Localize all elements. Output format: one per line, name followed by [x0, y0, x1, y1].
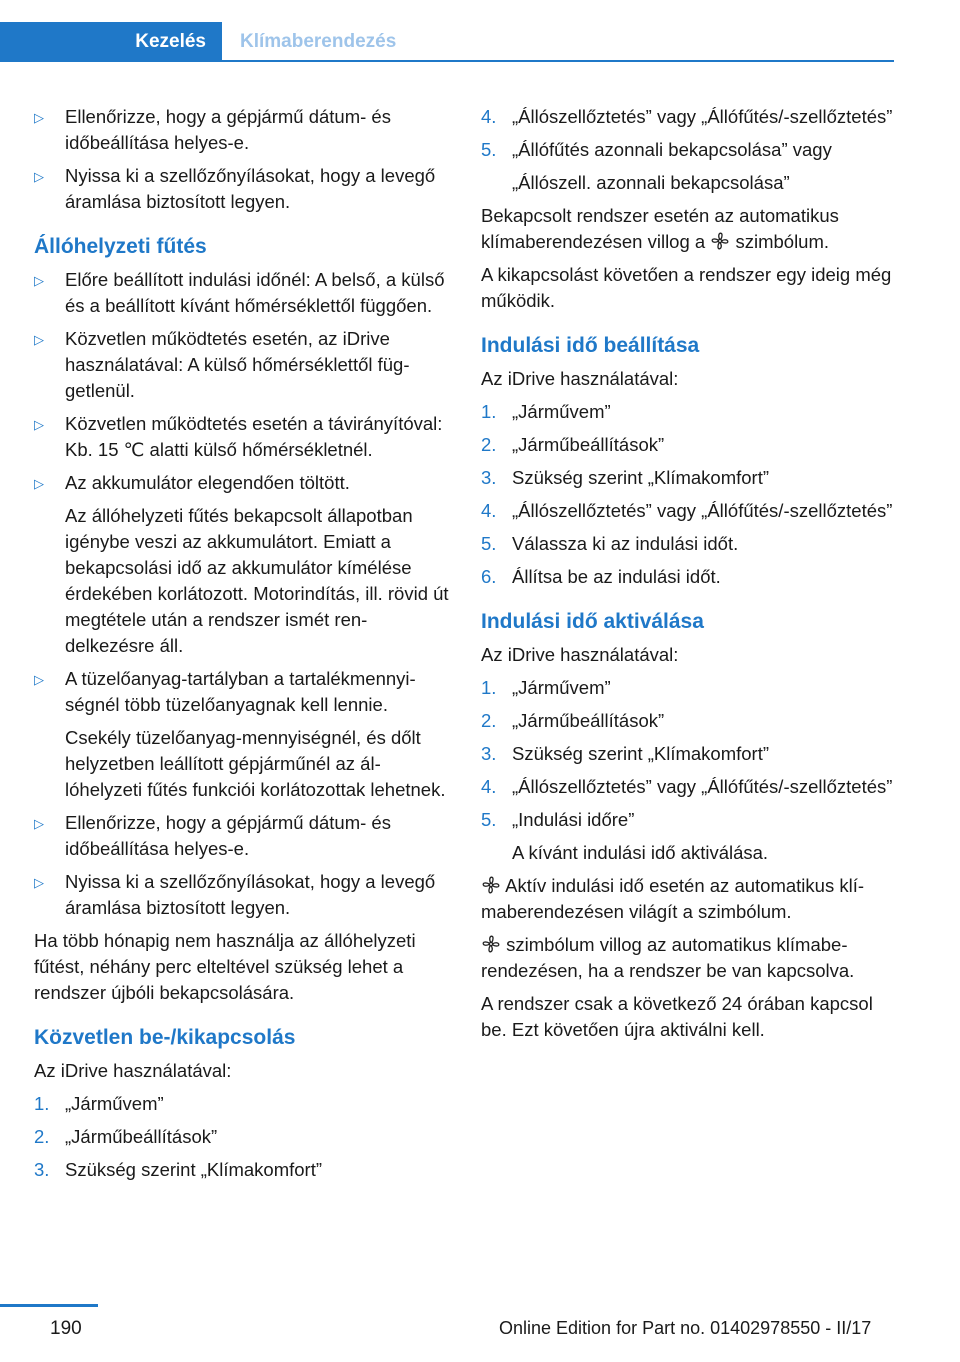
- step-number: 4.: [481, 106, 497, 127]
- heading-direct-switch: Közvetlen be-/kikapcsolás: [34, 1026, 296, 1049]
- step-number: 3.: [34, 1159, 50, 1180]
- heading-activate-departure: Indulási idő aktiválása: [481, 610, 704, 633]
- item-text: „Járműbeállítások”: [512, 710, 665, 731]
- item-subtext: Az állóhelyzeti fűtés bekapcsolt állapotban igénybe veszi az akkumulátort. Emiatt a bekapcsolási idő az akkumulátor kímélése érdekében korlátozott. Motorindítás, ill. rövid út megtétele után a rendszer ismét rendelkezésre áll.: [65, 505, 449, 656]
- step-item: [481, 741, 897, 767]
- item-text: Ellenőrizze, hogy a gépjármű dátum- és időbeállítása helyes-e.: [65, 106, 391, 153]
- direct-intro: Az iDrive használatával:: [34, 1060, 232, 1081]
- set-steps-list: [481, 399, 897, 590]
- step-item: [481, 104, 897, 130]
- triangle-right-icon: ▷: [34, 332, 44, 347]
- set-intro: Az iDrive használatával:: [481, 368, 679, 389]
- triangle-right-icon: ▷: [34, 169, 44, 184]
- step-item: [481, 531, 897, 557]
- 24h-note: A rendszer csak a következő 24 órában kapcsol be. Ezt követően újra aktiválni kell.: [481, 993, 873, 1040]
- step-item: [34, 1091, 450, 1117]
- step-number: 2.: [481, 434, 497, 455]
- bullet-item: [34, 104, 450, 156]
- item-text: Előre beállított indulási időnél: A belső, a külső és a beállított kívánt hőmérséklettől függően.: [65, 269, 445, 316]
- section-tab[interactable]: Klímaberendezés: [240, 31, 397, 52]
- item-text: „Indulási időre”: [512, 809, 635, 830]
- item-text: Nyissa ki a szellőzőnyílásokat, hogy a levegő áramlása biztosított legyen.: [65, 165, 436, 212]
- item-text: Közvetlen működtetés esetén, az iDrive használatával: A külső hőmérséklettől függetlenül.: [65, 328, 410, 401]
- step-number: 5.: [481, 533, 497, 554]
- triangle-right-icon: ▷: [34, 273, 44, 288]
- step-item: [481, 675, 897, 701]
- direct-steps-list-continued: [481, 104, 897, 196]
- item-text: „Állószellőztetés” vagy „Állófűtés/-szellőztetés”: [512, 776, 893, 797]
- triangle-right-icon: ▷: [34, 417, 44, 432]
- chapter-header: [0, 22, 894, 62]
- bullet-item: [34, 326, 450, 404]
- triangle-right-icon: ▷: [34, 672, 44, 687]
- fan-icon: [710, 231, 730, 251]
- step-number: 1.: [481, 401, 497, 422]
- step-item: [481, 137, 897, 196]
- direct-steps-list: [34, 1091, 450, 1183]
- item-text: Szükség szerint „Klímakomfort”: [65, 1159, 323, 1180]
- item-text: Nyissa ki a szellőzőnyílásokat, hogy a levegő áramlása biztosított legyen.: [65, 871, 436, 918]
- step-item: [34, 1157, 450, 1183]
- footer-rule: [0, 1304, 98, 1307]
- bullet-item: [34, 666, 450, 803]
- heating-condition-list: [34, 267, 450, 921]
- step-item: [481, 465, 897, 491]
- item-text: „Állószellőztetés” vagy „Állófűtés/-szellőztetés”: [512, 500, 893, 521]
- step-item: [481, 708, 897, 734]
- step-item: [481, 498, 897, 524]
- bullet-item: [34, 411, 450, 463]
- step-item: [481, 774, 897, 800]
- step-item: [481, 807, 897, 866]
- item-text: „Járművem”: [512, 677, 611, 698]
- item-text: Közvetlen működtetés esetén a távirányítóval: Kb. 15 ℃ alatti külső hőmérsékletnél.: [65, 413, 443, 460]
- item-subtext: A kívánt indulási idő aktiválása.: [512, 842, 769, 863]
- step-item: [481, 432, 897, 458]
- triangle-right-icon: ▷: [34, 875, 44, 890]
- step-number: 2.: [34, 1126, 50, 1147]
- step-number: 4.: [481, 776, 497, 797]
- blink-note: Bekapcsolt rendszer esetén az automatikus klímaberendezésen villog a szimbólum.: [481, 205, 839, 252]
- intro-list: [34, 104, 450, 215]
- triangle-right-icon: ▷: [34, 476, 44, 491]
- step-number: 5.: [481, 139, 497, 160]
- item-text: „Járművem”: [65, 1093, 164, 1114]
- step-number: 6.: [481, 566, 497, 587]
- heading-stationary-heating: Állóhelyzeti fűtés: [34, 235, 207, 258]
- heading-set-departure: Indulási idő beállítása: [481, 334, 700, 357]
- item-text: „Járműbeállítások”: [512, 434, 665, 455]
- fan-icon: [481, 934, 501, 954]
- bullet-item: [34, 267, 450, 319]
- edition-line: Online Edition for Part no. 01402978550 - II/17: [499, 1318, 872, 1338]
- item-text: „Állószellőztetés” vagy „Állófűtés/-szellőztetés”: [512, 106, 893, 127]
- activate-intro: Az iDrive használatával:: [481, 644, 679, 665]
- step-item: [481, 399, 897, 425]
- step-number: 4.: [481, 500, 497, 521]
- page-number: 190: [50, 1318, 82, 1339]
- item-text: Az akkumulátor elegendően töltött.: [65, 472, 350, 493]
- item-text: Szükség szerint „Klímakomfort”: [512, 743, 770, 764]
- step-number: 1.: [34, 1093, 50, 1114]
- step-number: 3.: [481, 743, 497, 764]
- heating-note: Ha több hónapig nem használja az állóhelyzeti fűtést, néhány perc elteltével szükség lehet a rendszer újbóli bekapcsolására.: [34, 930, 416, 1003]
- chapter-tab[interactable]: Kezelés: [0, 22, 222, 62]
- item-text: Állítsa be az indulási időt.: [512, 566, 721, 587]
- triangle-right-icon: ▷: [34, 110, 44, 125]
- activate-steps-list: [481, 675, 897, 866]
- bullet-item: [34, 470, 450, 659]
- item-text: A tüzelőanyag-tartályban a tartalékmennyiségnél több tüzelőanyagnak kell lennie.: [65, 668, 416, 715]
- active-departure-note: Aktív indulási idő esetén az automatikus klímaberendezésen világít a szimbólum.: [481, 875, 865, 922]
- step-item: [481, 564, 897, 590]
- bullet-item: [34, 163, 450, 215]
- item-text: „Járműbeállítások”: [65, 1126, 218, 1147]
- item-subtext: „Állószell. azonnali bekapcsolása”: [512, 172, 790, 193]
- bullet-item: [34, 810, 450, 862]
- step-number: 5.: [481, 809, 497, 830]
- fan-icon: [481, 875, 501, 895]
- right-column: [481, 104, 897, 1050]
- bullet-item: [34, 869, 450, 921]
- item-text: „Járművem”: [512, 401, 611, 422]
- item-subtext: Csekély tüzelőanyag-mennyiségnél, és dőlt helyzetben leállított gépjárműnél az állóhelyzeti fűtés funkciói korlátozottak lehetnek.: [65, 727, 446, 800]
- step-item: [34, 1124, 450, 1150]
- item-text: „Állófűtés azonnali bekapcsolása” vagy: [512, 139, 832, 160]
- step-number: 2.: [481, 710, 497, 731]
- item-text: Ellenőrizze, hogy a gépjármű dátum- és időbeállítása helyes-e.: [65, 812, 391, 859]
- step-number: 1.: [481, 677, 497, 698]
- triangle-right-icon: ▷: [34, 816, 44, 831]
- blinking-symbol-note: szimbólum villog az automatikus klímaberendezésen, ha a rendszer be van kapcsolva.: [481, 934, 855, 981]
- after-switch-off-note: A kikapcsolást követően a rendszer egy ideig még működik.: [481, 264, 892, 311]
- left-column: [34, 104, 450, 1190]
- item-text: Válassza ki az indulási időt.: [512, 533, 739, 554]
- step-number: 3.: [481, 467, 497, 488]
- item-text: Szükség szerint „Klímakomfort”: [512, 467, 770, 488]
- header-divider: [0, 60, 894, 62]
